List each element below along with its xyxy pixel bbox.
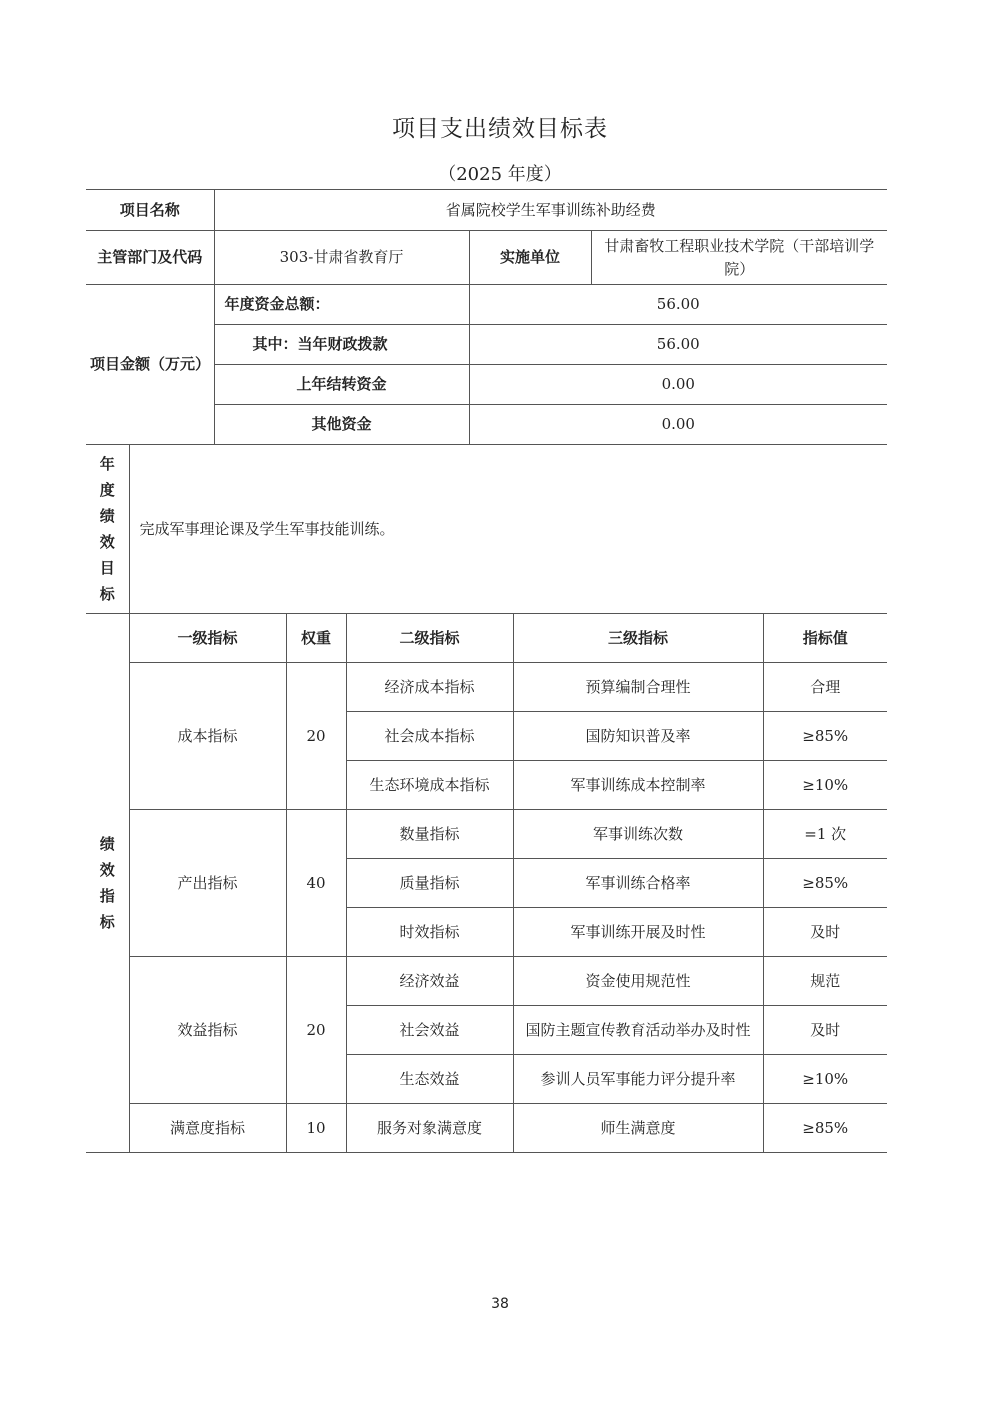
project-info-table: [86, 189, 887, 445]
level1-cell: 产出指标: [129, 810, 286, 957]
amount-carryover-value: 0.00: [469, 365, 887, 405]
indicator-label-char: 效: [99, 860, 115, 879]
header-cell: 指标值: [763, 614, 887, 663]
level3-cell: 军事训练成本控制率: [513, 761, 763, 810]
level2-cell: 经济成本指标: [346, 663, 513, 712]
level3-cell: 参训人员军事能力评分提升率: [513, 1055, 763, 1104]
header-cell: 一级指标: [129, 614, 286, 663]
level3-cell: 资金使用规范性: [513, 957, 763, 1006]
level2-cell: 生态效益: [346, 1055, 513, 1104]
value-cell: 合理: [763, 663, 887, 712]
dept-value: 303-甘肃省教育厅: [214, 231, 469, 285]
level2-cell: 经济效益: [346, 957, 513, 1006]
table-row: [86, 1104, 887, 1153]
level2-cell: 社会成本指标: [346, 712, 513, 761]
header-cell: 三级指标: [513, 614, 763, 663]
impl-value: 甘肃畜牧工程职业技术学院（干部培训学院）: [591, 231, 887, 285]
goal-table: [86, 445, 887, 614]
performance-table: [86, 613, 887, 1153]
value-cell: ≥85%: [763, 1104, 887, 1153]
value-cell: 及时: [763, 1006, 887, 1055]
indicator-label-char: 绩: [99, 834, 115, 853]
indicator-label-char: 标: [99, 912, 115, 931]
table-row: [86, 810, 887, 859]
amount-total-value: 56.00: [469, 285, 887, 325]
level3-cell: 军事训练次数: [513, 810, 763, 859]
goal-label-char: 效: [99, 532, 115, 551]
value-cell: ≥10%: [763, 1055, 887, 1104]
amount-carryover-label: 上年结转资金: [214, 365, 469, 405]
value-cell: 及时: [763, 908, 887, 957]
amount-other-label: 其他资金: [214, 405, 469, 445]
level1-cell: 效益指标: [129, 957, 286, 1104]
table-row: [86, 957, 887, 1006]
level2-cell: 数量指标: [346, 810, 513, 859]
page-title: 项目支出绩效目标表: [392, 116, 608, 142]
page-number: 38: [491, 1296, 509, 1312]
goal-label: [86, 445, 129, 613]
value-cell: =1 次: [763, 810, 887, 859]
project-name-value: 省属院校学生军事训练补助经费: [214, 190, 887, 231]
weight-cell: 20: [286, 957, 346, 1104]
level1-cell: 满意度指标: [129, 1104, 286, 1153]
goal-label-char: 绩: [99, 506, 115, 525]
level3-cell: 军事训练开展及时性: [513, 908, 763, 957]
indicator-label: [86, 614, 129, 1153]
project-name-label: 项目名称: [86, 190, 214, 231]
level2-cell: 质量指标: [346, 859, 513, 908]
level3-cell: 军事训练合格率: [513, 859, 763, 908]
amount-fiscal-label: 其中：当年财政拨款: [214, 325, 469, 365]
level3-cell: 师生满意度: [513, 1104, 763, 1153]
amount-label: 项目金额（万元）: [86, 285, 214, 445]
page-subtitle: （2025 年度）: [438, 164, 562, 185]
value-cell: ≥10%: [763, 761, 887, 810]
level3-cell: 预算编制合理性: [513, 663, 763, 712]
level2-cell: 服务对象满意度: [346, 1104, 513, 1153]
goal-text: 完成军事理论课及学生军事技能训练。: [129, 445, 887, 613]
header-cell: 二级指标: [346, 614, 513, 663]
level2-cell: 生态环境成本指标: [346, 761, 513, 810]
weight-cell: 10: [286, 1104, 346, 1153]
amount-other-value: 0.00: [469, 405, 887, 445]
level2-cell: 社会效益: [346, 1006, 513, 1055]
weight-cell: 40: [286, 810, 346, 957]
impl-label: 实施单位: [469, 231, 591, 285]
header-cell: 权重: [286, 614, 346, 663]
goal-label-char: 度: [99, 480, 115, 499]
level3-cell: 国防知识普及率: [513, 712, 763, 761]
value-cell: ≥85%: [763, 712, 887, 761]
value-cell: ≥85%: [763, 859, 887, 908]
goal-label-char: 年: [99, 454, 115, 473]
amount-fiscal-value: 56.00: [469, 325, 887, 365]
dept-label: 主管部门及代码: [86, 231, 214, 285]
level2-cell: 时效指标: [346, 908, 513, 957]
goal-label-char: 标: [99, 584, 115, 603]
table-row: [86, 663, 887, 712]
goal-label-char: 目: [99, 558, 115, 577]
indicator-label-char: 指: [99, 886, 115, 905]
value-cell: 规范: [763, 957, 887, 1006]
level1-cell: 成本指标: [129, 663, 286, 810]
amount-total-label: 年度资金总额：: [214, 285, 469, 325]
level3-cell: 国防主题宣传教育活动举办及时性: [513, 1006, 763, 1055]
weight-cell: 20: [286, 663, 346, 810]
